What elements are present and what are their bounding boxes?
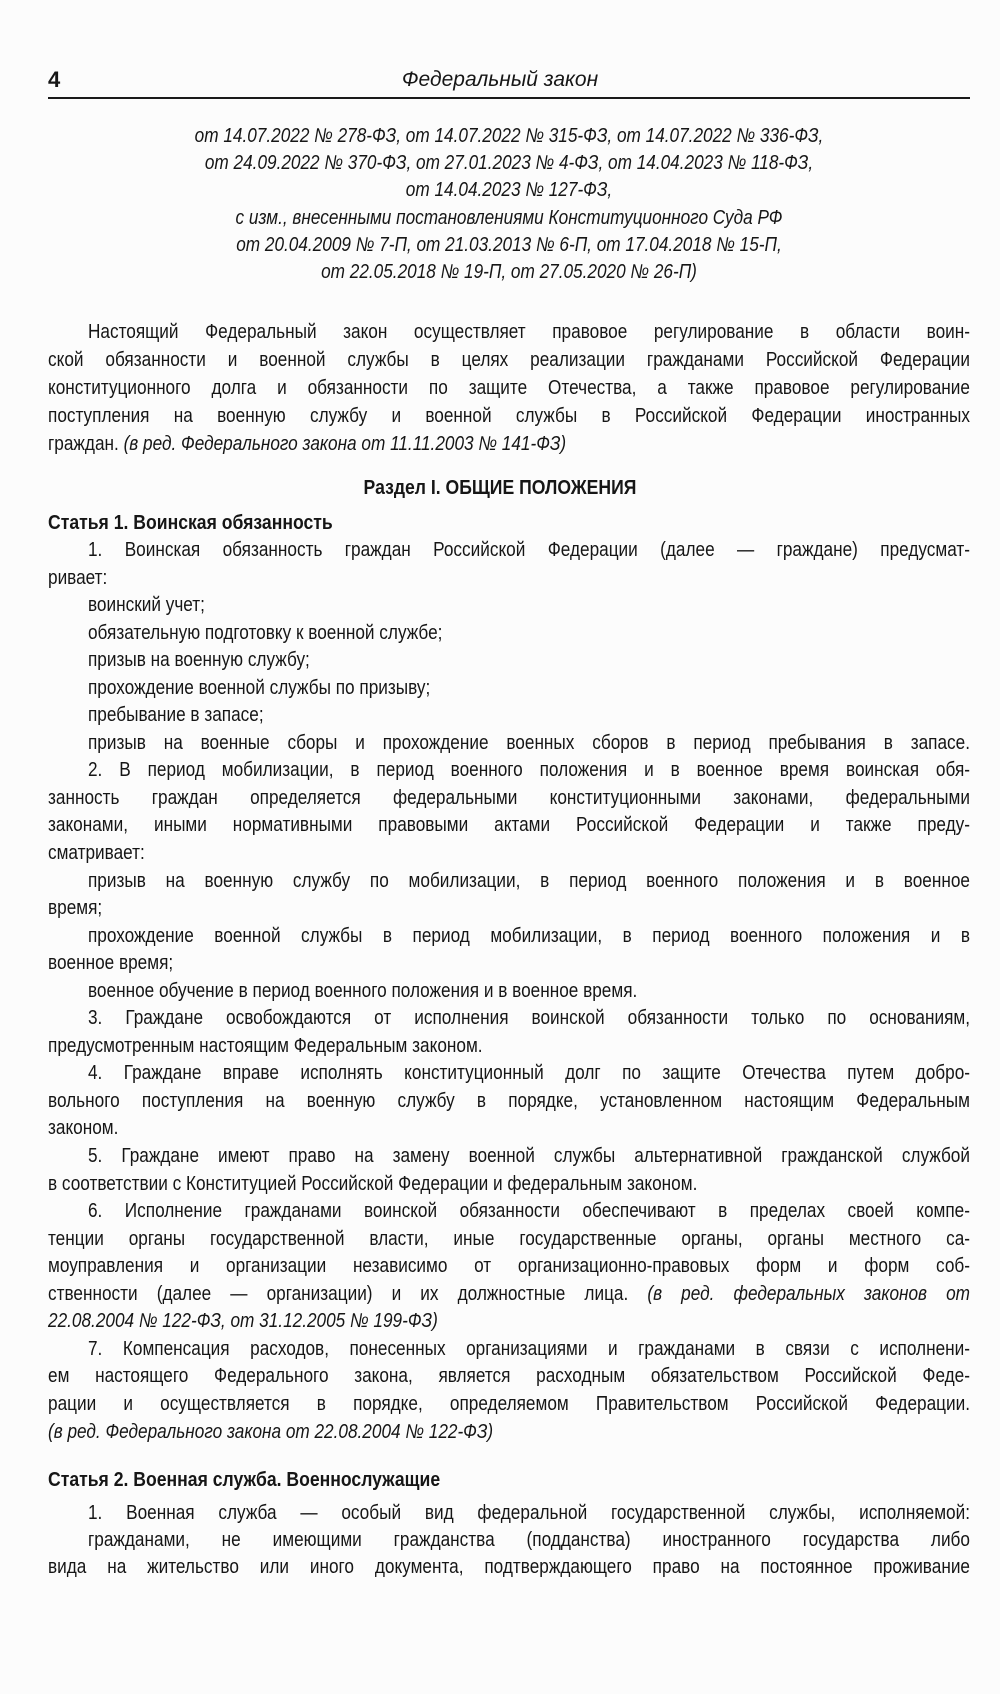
preamble <box>48 318 970 458</box>
line-text: законом. <box>48 1117 119 1140</box>
line-text: моуправления и организации независимо от организационно-правовых форм и форм соб- <box>48 1255 970 1278</box>
line-text: ской обязанности и военной службы в целях реализации гражданами Российской Федерации <box>48 349 970 371</box>
paragraph <box>48 757 970 867</box>
text-line <box>48 346 970 374</box>
text-line <box>48 374 970 402</box>
text-line <box>48 1336 970 1364</box>
line-text: военное время; <box>48 952 174 975</box>
text-line <box>48 205 970 232</box>
paragraph <box>48 537 970 592</box>
text-line <box>48 840 970 868</box>
section-heading: Раздел I. ОБЩИЕ ПОЛОЖЕНИЯ <box>363 477 637 499</box>
line-text: 4. Граждане вправе исполнять конституционный долг по защите Отечества путем добро- <box>87 1062 970 1085</box>
line-text: от 22.05.2018 № 19-П, от 27.05.2020 № 26-П) <box>321 260 697 283</box>
paragraph <box>48 1500 970 1527</box>
paragraph <box>48 1336 970 1446</box>
text-line <box>48 150 970 177</box>
line-text: занность граждан определяется федеральными конституционными законами, федеральными <box>48 786 970 809</box>
line-text: прохождение военной службы в период мобилизации, в период военного положения и в <box>87 924 970 947</box>
line-text: вида на жительство или иного документа, подтверждающего право на постоянное проживание <box>48 1556 970 1578</box>
text-line <box>48 1088 970 1116</box>
line-text: гражданами, не имеющими гражданства (подданства) иностранного государства либо <box>87 1529 970 1551</box>
line-text: 6. Исполнение гражданами воинской обязанности обеспечивают в пределах своей компе- <box>87 1200 970 1223</box>
text-line <box>48 950 970 978</box>
paragraph <box>48 592 970 620</box>
text-line <box>48 1198 970 1226</box>
paragraph <box>48 730 970 758</box>
line-text: время; <box>48 897 103 920</box>
text-line <box>48 757 970 785</box>
text-line <box>48 232 970 259</box>
line-text: 2. В период мобилизации, в период военного положения и в военное время воинская обя- <box>87 759 970 782</box>
text-line <box>48 1171 970 1199</box>
line-text: призыв на военные сборы и прохождение военных сборов в период пребывания в запасе. <box>87 731 970 754</box>
line-text: граждан. <box>48 433 124 455</box>
paragraph <box>48 318 970 458</box>
text-line <box>48 1363 970 1391</box>
article-1-body <box>48 537 970 1446</box>
text-line <box>48 812 970 840</box>
line-text: воинский учет; <box>87 594 205 617</box>
text-line <box>48 1033 970 1061</box>
text-line <box>48 620 970 648</box>
text-line <box>48 1419 970 1447</box>
running-title: Федеральный закон <box>401 68 599 91</box>
article-1-title: Статья 1. Воинская обязанность <box>48 512 333 534</box>
text-line <box>48 177 970 204</box>
line-text: прохождение военной службы по призыву; <box>87 676 431 699</box>
text-line <box>48 1115 970 1143</box>
paragraph <box>48 978 970 1006</box>
amendment-note: (в ред. федеральных законов от <box>647 1282 971 1305</box>
text-line <box>48 647 970 675</box>
line-text: Настоящий Федеральный закон осуществляет правовое регулирование в области воин- <box>87 321 970 343</box>
line-text: 1. Воинская обязанность граждан Российской Федерации (далее — граждане) предусмат- <box>87 539 970 561</box>
line-text: предусмотренным настоящим Федеральным законом. <box>48 1034 483 1057</box>
amendment-note: (в ред. Федерального закона от 22.08.2004 № 122-ФЗ) <box>48 1420 494 1443</box>
line-text: от 14.07.2022 № 278-ФЗ, от 14.07.2022 № 315-ФЗ, от 14.07.2022 № 336-ФЗ, <box>194 125 824 147</box>
paragraph <box>48 1060 970 1143</box>
text-line <box>48 259 970 286</box>
text-line <box>48 1226 970 1254</box>
paragraph <box>48 1198 970 1336</box>
text-line <box>48 318 970 346</box>
line-text: от 20.04.2009 № 7-П, от 21.03.2013 № 6-П, от 17.04.2018 № 15-П, <box>236 233 782 256</box>
line-text: ственности (далее — организации) и их должностные лица. <box>48 1282 648 1305</box>
paragraph <box>48 620 970 648</box>
amendment-note: (в ред. Федерального закона от 11.11.2003 № 141-ФЗ) <box>123 433 567 455</box>
text-line <box>48 1060 970 1088</box>
text-line <box>48 730 970 758</box>
line-text: поступления на военную службу и военной службы в Российской Федерации иностранных <box>48 405 970 427</box>
paragraph <box>48 675 970 703</box>
text-line <box>48 537 970 565</box>
paragraph <box>48 123 970 286</box>
line-text: с изм., внесенными постановлениями Конституционного Суда РФ <box>235 206 783 229</box>
paragraph <box>48 868 970 923</box>
line-text: военное обучение в период военного положения и в военное время. <box>87 979 638 1002</box>
text-line <box>48 923 970 951</box>
line-text: конституционного долга и обязанности по защите Отечества, а также правовое регулирование <box>48 377 970 399</box>
paragraph <box>48 1527 970 1581</box>
line-text: 7. Компенсация расходов, понесенных организациями и гражданами в связи с исполнени- <box>87 1337 970 1360</box>
line-text: обязательную подготовку к военной службе; <box>87 621 443 644</box>
line-text: вольного поступления на военную службу в порядке, установленном настоящим Федеральным <box>48 1089 970 1112</box>
page-number: 4 <box>48 67 61 92</box>
paragraph <box>48 1005 970 1060</box>
line-text: от 24.09.2022 № 370-ФЗ, от 27.01.2023 № 4-ФЗ, от 14.04.2023 № 118-ФЗ, <box>204 152 814 175</box>
line-text: тенции органы государственной власти, иные государственные органы, органы местного са- <box>48 1227 970 1250</box>
text-line <box>48 895 970 923</box>
line-text: пребывание в запасе; <box>87 704 264 727</box>
header-rule <box>48 97 970 99</box>
line-text: сматривает: <box>48 842 145 865</box>
paragraph <box>48 1143 970 1198</box>
line-text: призыв на военную службу; <box>87 649 310 672</box>
amendment-note: 22.08.2004 № 122-ФЗ, от 31.12.2005 № 199-ФЗ) <box>48 1310 438 1333</box>
text-line <box>48 675 970 703</box>
text-line <box>48 978 970 1006</box>
text-line <box>48 702 970 730</box>
text-line <box>48 402 970 430</box>
text-line <box>48 430 970 458</box>
text-line <box>48 868 970 896</box>
article-2-title: Статья 2. Военная служба. Военнослужащие <box>48 1469 441 1491</box>
text-line <box>48 1005 970 1033</box>
text-line <box>48 1281 970 1309</box>
line-text: законами, иными нормативными правовыми актами Российской Федерации и также преду- <box>48 814 970 837</box>
line-text: 5. Граждане имеют право на замену военной службы альтернативной гражданской службой <box>87 1145 970 1168</box>
text-line <box>48 592 970 620</box>
article-2-body <box>48 1500 970 1581</box>
paragraph <box>48 647 970 675</box>
text-line <box>48 1253 970 1281</box>
line-text: ривает: <box>48 566 108 589</box>
text-line <box>48 785 970 813</box>
paragraph <box>48 702 970 730</box>
text-line <box>48 123 970 150</box>
line-text: призыв на военную службу по мобилизации, в период военного положения и в военное <box>87 869 970 892</box>
line-text: 3. Граждане освобождаются от исполнения воинской обязанности только по основаниям, <box>87 1007 970 1030</box>
text-line <box>48 1308 970 1336</box>
amendments-list <box>48 123 970 286</box>
text-line <box>48 1143 970 1171</box>
line-text: 1. Военная служба — особый вид федеральной государственной службы, исполняемой: <box>87 1502 970 1524</box>
text-line <box>48 1527 970 1554</box>
text-line <box>48 565 970 593</box>
text-line <box>48 1500 970 1527</box>
line-text: рации и осуществляется в порядке, определяемом Правительством Российской Федерации. <box>48 1392 970 1415</box>
line-text: от 14.04.2023 № 127-ФЗ, <box>405 179 613 202</box>
text-line <box>48 1554 970 1581</box>
text-line <box>48 1391 970 1419</box>
line-text: ем настоящего Федерального закона, является расходным обязательством Российской Феде- <box>48 1365 970 1388</box>
paragraph <box>48 923 970 978</box>
line-text: в соответствии с Конституцией Российской Федерации и федеральным законом. <box>48 1172 698 1195</box>
